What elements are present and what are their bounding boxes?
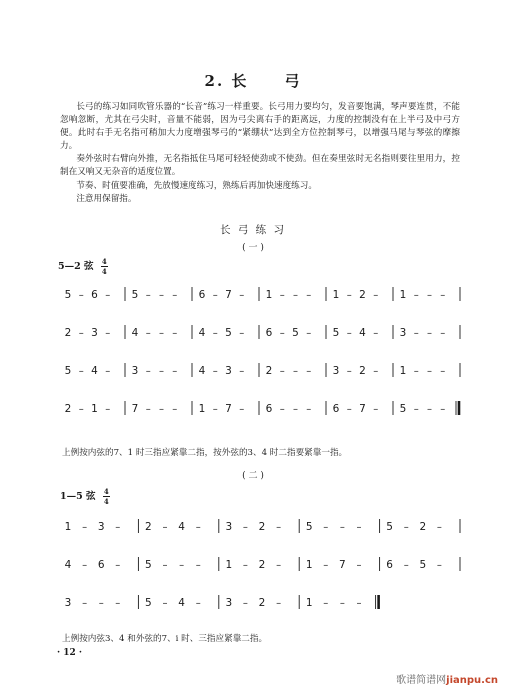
dash: – [413, 290, 419, 301]
note: 5 [64, 365, 72, 377]
note: 4 [198, 365, 206, 377]
note: 1 [198, 403, 206, 415]
dash: – [306, 366, 312, 377]
dash: – [179, 560, 185, 571]
note: 4 [178, 521, 185, 533]
dash: – [306, 290, 312, 301]
note: 5 [305, 521, 313, 533]
note: 5 [399, 403, 407, 415]
key-label: 1—5 弦 [60, 491, 96, 502]
dash: – [306, 404, 312, 415]
dash: – [440, 404, 446, 415]
section-title-part-2: 弓 [284, 72, 302, 90]
section-title-part-1: 2. 长 [204, 72, 249, 90]
paragraph: 注意用保留指。 [76, 193, 137, 204]
note: 5 [131, 289, 139, 301]
dash: – [162, 598, 168, 609]
dash: – [440, 328, 446, 339]
note: 2 [359, 289, 366, 301]
dash: – [373, 404, 379, 415]
dash: – [403, 522, 409, 533]
note: 2 [258, 521, 266, 533]
note: 6 [91, 289, 98, 301]
note: 3 [97, 521, 105, 533]
dash: – [212, 328, 218, 339]
note: 1 [399, 365, 407, 377]
dash: – [212, 404, 218, 415]
paragraph: 奏外弦时右臂向外推，无名指抵住马尾可轻轻使劲或不使劲。但在奏里弦时无名指则要往里用力，控制在又响又无杂音的适度位置。 [60, 154, 460, 178]
note: 3 [225, 521, 233, 533]
note: 5 [386, 521, 393, 533]
dash: – [195, 560, 201, 571]
dash: – [105, 290, 111, 301]
dash: – [115, 598, 121, 609]
note: 2 [64, 327, 72, 339]
dash: – [373, 290, 379, 301]
dash: – [242, 522, 248, 533]
note: 3 [225, 365, 232, 377]
note: 1 [399, 289, 407, 301]
dash: – [403, 560, 409, 571]
dash: – [242, 560, 248, 571]
note: 5 [145, 559, 152, 571]
note: 6 [386, 559, 393, 571]
dash: – [440, 366, 446, 377]
dash: – [115, 522, 121, 533]
exercise-1-note: 上例按内弦的7、1 时三指应紧靠二指，按外弦的3、4 时二指要紧靠一指。 [62, 448, 348, 458]
watermark [396, 671, 498, 686]
note: 3 [225, 597, 233, 609]
dash: – [105, 366, 111, 377]
measure [225, 595, 299, 609]
dash: – [98, 598, 104, 609]
score-row [65, 557, 460, 571]
note: 2 [258, 559, 266, 571]
dash: – [339, 598, 345, 609]
dash: – [293, 366, 298, 377]
dash: – [82, 598, 88, 609]
dash: – [162, 522, 168, 533]
dash: – [276, 598, 282, 609]
note: 5 [419, 559, 427, 571]
note: 5 [332, 327, 340, 339]
exercise-2-note: 上例按内弦3、4 和外弦的7、i 时、三指应紧靠二指。 [62, 634, 268, 644]
dash: – [105, 328, 111, 339]
dash: – [279, 366, 285, 377]
measure [145, 595, 219, 609]
note: 3 [399, 327, 407, 339]
dash: – [239, 290, 245, 301]
note: 4 [91, 365, 98, 377]
dash: – [293, 404, 298, 415]
note: 4 [64, 559, 72, 571]
note: 3 [64, 597, 72, 609]
dash: – [162, 560, 168, 571]
dash: – [413, 404, 419, 415]
measure [225, 519, 299, 533]
dash: – [172, 290, 178, 301]
dash: – [78, 366, 84, 377]
dash: – [145, 366, 151, 377]
dash: – [356, 598, 362, 609]
measure [145, 557, 219, 571]
dash: – [212, 290, 218, 301]
note: 1 [91, 403, 98, 415]
measure [65, 557, 139, 571]
dash: – [145, 404, 151, 415]
note: 1 [305, 559, 313, 571]
note: 7 [359, 403, 366, 415]
dash: – [145, 290, 151, 301]
note: 6 [97, 559, 105, 571]
dash: – [323, 522, 329, 533]
note: 1 [64, 521, 72, 533]
dash: – [172, 404, 178, 415]
dash: – [195, 522, 201, 533]
note: 3 [332, 365, 340, 377]
dash: – [82, 560, 88, 571]
dash: – [339, 522, 345, 533]
note: 5 [64, 289, 72, 301]
measure [306, 519, 380, 533]
note: 6 [332, 403, 340, 415]
score-row [65, 595, 379, 609]
note: 2 [359, 365, 366, 377]
note: 4 [359, 327, 366, 339]
note: 7 [225, 289, 232, 301]
note: 4 [178, 597, 185, 609]
dash: – [427, 328, 432, 339]
dash: – [239, 328, 245, 339]
dash: – [159, 366, 164, 377]
note: 2 [145, 521, 152, 533]
dash: – [82, 522, 88, 533]
dash: – [172, 328, 178, 339]
note: 7 [339, 559, 346, 571]
time-sig-bottom: 4 [103, 497, 109, 506]
dash: – [306, 328, 312, 339]
dash: – [279, 290, 285, 301]
measure [306, 595, 379, 609]
dash: – [242, 598, 248, 609]
time-sig-top: 4 [101, 257, 107, 266]
note: 1 [225, 559, 233, 571]
note: 7 [131, 403, 139, 415]
dash: – [159, 328, 164, 339]
time-sig-top: 4 [103, 487, 109, 496]
dash: – [239, 366, 245, 377]
score-row [65, 519, 460, 533]
dash: – [346, 404, 352, 415]
dash: – [105, 404, 111, 415]
subsection-1-label: ( 一 ) [242, 243, 264, 253]
dash: – [436, 522, 442, 533]
page-number: · 12 · [57, 648, 83, 658]
dash: – [115, 560, 121, 571]
paragraph: 长弓的练习如同吹管乐器的“长音”练习一样重要。长弓用力要均匀，发音要饱满，琴声要连贯，不能忽响忽断，尤其在弓尖时，音量不能弱，因为弓尖离右手的距离远，力度的控制没有在上半弓及中弓方便。此时右手无名指可稍加大力度增强琴弓的“紧绷状”达到全方位控制琴弓，以增强马尾与琴弦的摩擦力。 [60, 102, 460, 152]
dash: – [356, 522, 362, 533]
dash: – [346, 290, 352, 301]
dash: – [323, 560, 329, 571]
dash: – [212, 366, 218, 377]
dash: – [195, 598, 201, 609]
dash: – [276, 522, 282, 533]
dash: – [159, 290, 164, 301]
note: 6 [265, 327, 273, 339]
note: 2 [64, 403, 72, 415]
paragraph: 节奏、时值要准确，先放慢速度练习，熟练后再加快速度练习。 [76, 180, 317, 191]
note: 1 [265, 289, 273, 301]
note: 2 [258, 597, 266, 609]
note: 3 [131, 365, 139, 377]
dash: – [239, 404, 245, 415]
note: 1 [332, 289, 340, 301]
watermark-en: jianpu.cn [446, 675, 498, 686]
dash: – [346, 328, 352, 339]
dash: – [293, 290, 298, 301]
note: 6 [265, 403, 273, 415]
dash: – [172, 366, 178, 377]
measure [65, 595, 139, 609]
measure [386, 519, 460, 533]
note: 2 [419, 521, 427, 533]
dash: – [145, 328, 151, 339]
dash: – [279, 328, 285, 339]
subsection-2-label: ( 二 ) [242, 471, 264, 481]
dash: – [323, 598, 329, 609]
dash: – [356, 560, 362, 571]
measure [386, 557, 460, 571]
note: 4 [131, 327, 139, 339]
note: 5 [225, 327, 232, 339]
dash: – [440, 290, 446, 301]
dash: – [427, 404, 432, 415]
dash: – [279, 404, 285, 415]
exercise-title: 长 弓 练 习 [219, 224, 286, 236]
dash: – [373, 366, 379, 377]
dash: – [78, 404, 84, 415]
measure [145, 519, 219, 533]
dash: – [78, 290, 84, 301]
note: 6 [198, 289, 206, 301]
dash: – [276, 560, 282, 571]
key-label: 5—2 弦 [58, 261, 94, 272]
dash: – [427, 366, 432, 377]
dash: – [436, 560, 442, 571]
dash: – [427, 290, 432, 301]
dash: – [78, 328, 84, 339]
dash: – [159, 404, 164, 415]
time-sig-bottom: 4 [101, 267, 107, 276]
note: 5 [292, 327, 299, 339]
dash: – [413, 366, 419, 377]
note: 7 [225, 403, 232, 415]
dash: – [346, 366, 352, 377]
dash: – [413, 328, 419, 339]
measure [225, 557, 299, 571]
measure [306, 557, 380, 571]
note: 2 [265, 365, 273, 377]
note: 1 [305, 597, 313, 609]
measure [65, 519, 139, 533]
note: 5 [145, 597, 152, 609]
dash: – [373, 328, 379, 339]
note: 3 [91, 327, 98, 339]
note: 4 [198, 327, 206, 339]
watermark-cn: 歌谱简谱网 [396, 675, 447, 686]
